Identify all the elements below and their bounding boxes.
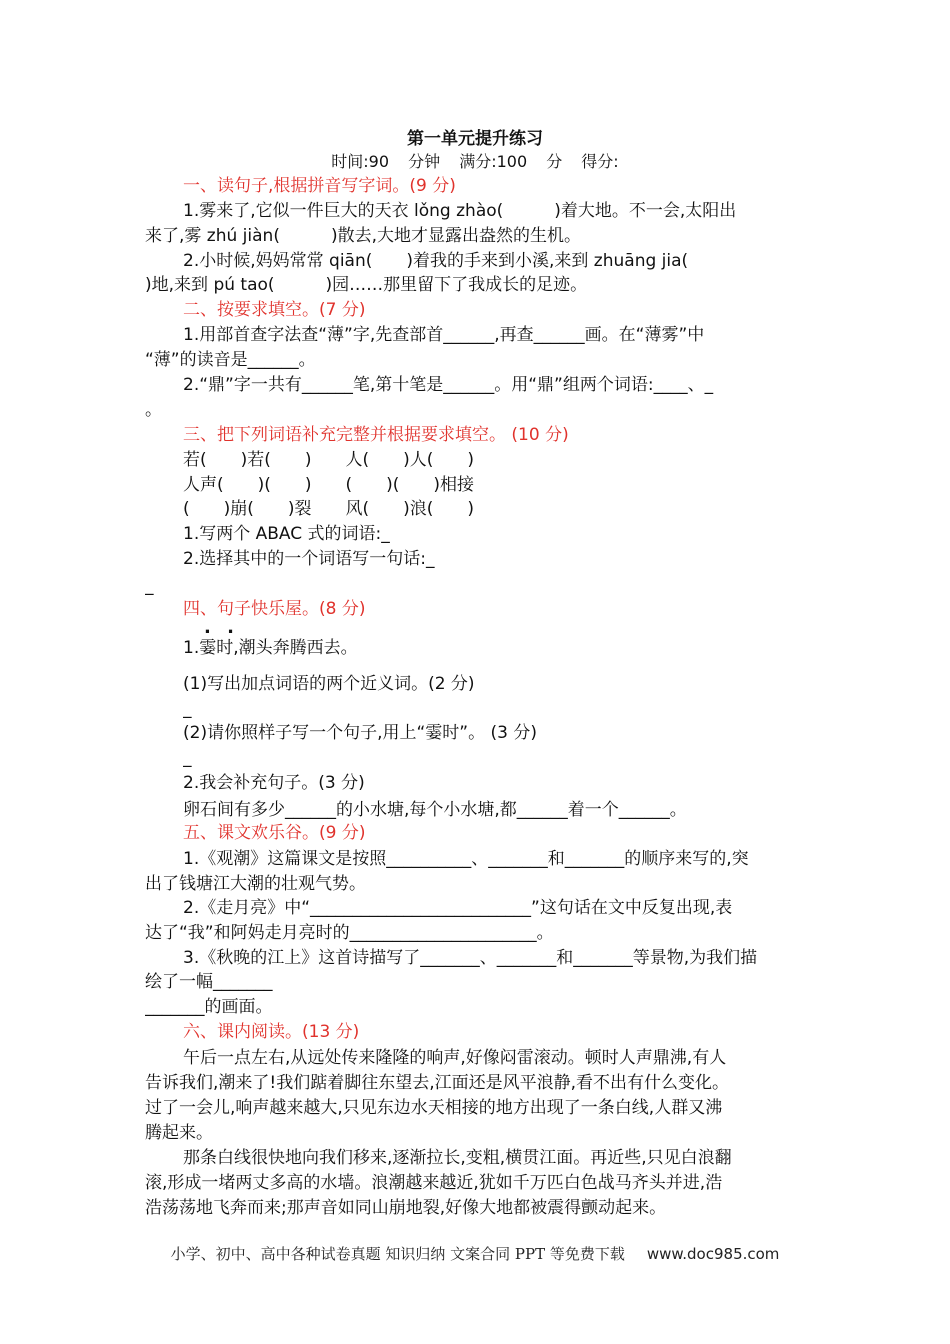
- footer-text: 小学、初中、高中各种试卷真题 知识归纳 文案合同 PPT 等免费下载: [170, 1245, 625, 1263]
- reading-p1-line-2: 告诉我们,潮来了!我们踮着脚往东望去,江面还是风平浪静,看不出有什么变化。: [145, 1073, 730, 1093]
- reading-p2-line-1: 那条白线很快地向我们移来,逐渐拉长,变粗,横贯江面。再近些,只见白浪翻: [183, 1148, 732, 1168]
- reading-p2-line-2: 滚,形成一堵两丈多高的水墙。浪潮越来越近,犹如千万匹白色战马齐头并进,浩: [145, 1173, 723, 1193]
- emphasis-dots: . .: [204, 617, 239, 638]
- q2-line-2: “薄”的读音是______。: [145, 350, 316, 370]
- q3-line-1: 1.写两个 ABAC 式的词语:_: [183, 524, 390, 544]
- q3-answer-line: _: [145, 576, 154, 596]
- q4-answer-line-2: _: [183, 748, 192, 768]
- section-heading-5: 五、课文欢乐谷。(9 分): [183, 823, 366, 843]
- section-heading-4: 四、句子快乐屋。(8 分): [183, 599, 366, 619]
- q4-answer-line-1: _: [183, 699, 192, 719]
- q1-line-3: 2.小时候,妈妈常常 qiān( )着我的手来到小溪,来到 zhuāng jia(: [183, 251, 689, 271]
- footer-url[interactable]: www.doc985.com: [646, 1245, 780, 1263]
- section-heading-3: 三、把下列词语补充完整并根据要求填空。 (10 分): [183, 425, 569, 445]
- q5-line-1: 1.《观潮》这篇课文是按照__________、_______和_______的顺序来写的,突: [183, 849, 749, 869]
- q2-line-1: 1.用部首查字法查“薄”字,先查部首______,再查______画。在“薄雾”中: [183, 325, 705, 345]
- q4-line-4: (2)请你照样子写一个句子,用上“霎时”。 (3 分): [183, 723, 537, 743]
- q5-line-5: 3.《秋晚的江上》这首诗描写了_______、_______和_______等景物,为我们描: [183, 948, 758, 968]
- q4-line-2: (1)写出加点词语的两个近义词。(2 分): [183, 674, 475, 694]
- q5-line-7: _______的画面。: [145, 997, 273, 1017]
- exam-meta: 时间:90 分钟 满分:100 分 得分:: [331, 152, 619, 171]
- section-heading-2: 二、按要求填空。(7 分): [183, 300, 366, 320]
- q2-line-3: 2.“鼎”字一共有______笔,第十笔是______。用“鼎”组两个词语:____、_: [183, 375, 714, 395]
- q5-line-2: 出了钱塘江大潮的壮观气势。: [145, 874, 366, 894]
- reading-p1-line-1: 午后一点左右,从远处传来隆隆的响声,好像闷雷滚动。顿时人声鼎沸,有人: [183, 1048, 727, 1068]
- section-heading-6: 六、课内阅读。(13 分): [183, 1022, 360, 1042]
- reading-p1-line-4: 腾起来。: [145, 1123, 213, 1143]
- reading-p2-line-3: 浩荡荡地飞奔而来;那声音如同山崩地裂,好像大地都被震得颤动起来。: [145, 1198, 667, 1218]
- q5-line-4: 达了“我”和阿妈走月亮时的______________________。: [145, 923, 554, 943]
- q3-idiom-row-3: ( )崩( )裂 风( )浪( ): [183, 499, 475, 519]
- q1-line-1: 1.雾来了,它似一件巨大的天衣 lǒng zhào( )着大地。不一会,太阳出: [183, 201, 737, 221]
- q1-line-4: )地,来到 pú tao( )园……那里留下了我成长的足迹。: [145, 275, 588, 295]
- q5-line-3: 2.《走月亮》中“__________________________”这句话在文中反复出现,表: [183, 898, 733, 918]
- section-heading-1: 一、读句子,根据拼音写字词。(9 分): [183, 176, 456, 196]
- q4-line-7: 卵石间有多少______的小水塘,每个小水塘,都______着一个______。: [183, 800, 687, 820]
- q3-line-2: 2.选择其中的一个词语写一句话:_: [183, 549, 435, 569]
- page-footer: [0, 1243, 950, 1265]
- q2-line-4: 。: [145, 400, 162, 420]
- q4-line-1: 1.霎时,潮头奔腾西去。: [183, 638, 358, 658]
- q5-line-6: 绘了一幅_______: [145, 972, 273, 992]
- q3-idiom-row-1: 若( )若( ) 人( )人( ): [183, 450, 475, 470]
- reading-p1-line-3: 过了一会儿,响声越来越大,只见东边水天相接的地方出现了一条白线,人群又沸: [145, 1098, 723, 1118]
- q3-idiom-row-2: 人声( )( ) ( )( )相接: [183, 475, 475, 495]
- page-title: 第一单元提升练习: [407, 129, 543, 149]
- q4-line-6: 2.我会补充句子。(3 分): [183, 773, 365, 793]
- q1-line-2: 来了,雾 zhú jiàn( )散去,大地才显露出盎然的生机。: [145, 226, 581, 246]
